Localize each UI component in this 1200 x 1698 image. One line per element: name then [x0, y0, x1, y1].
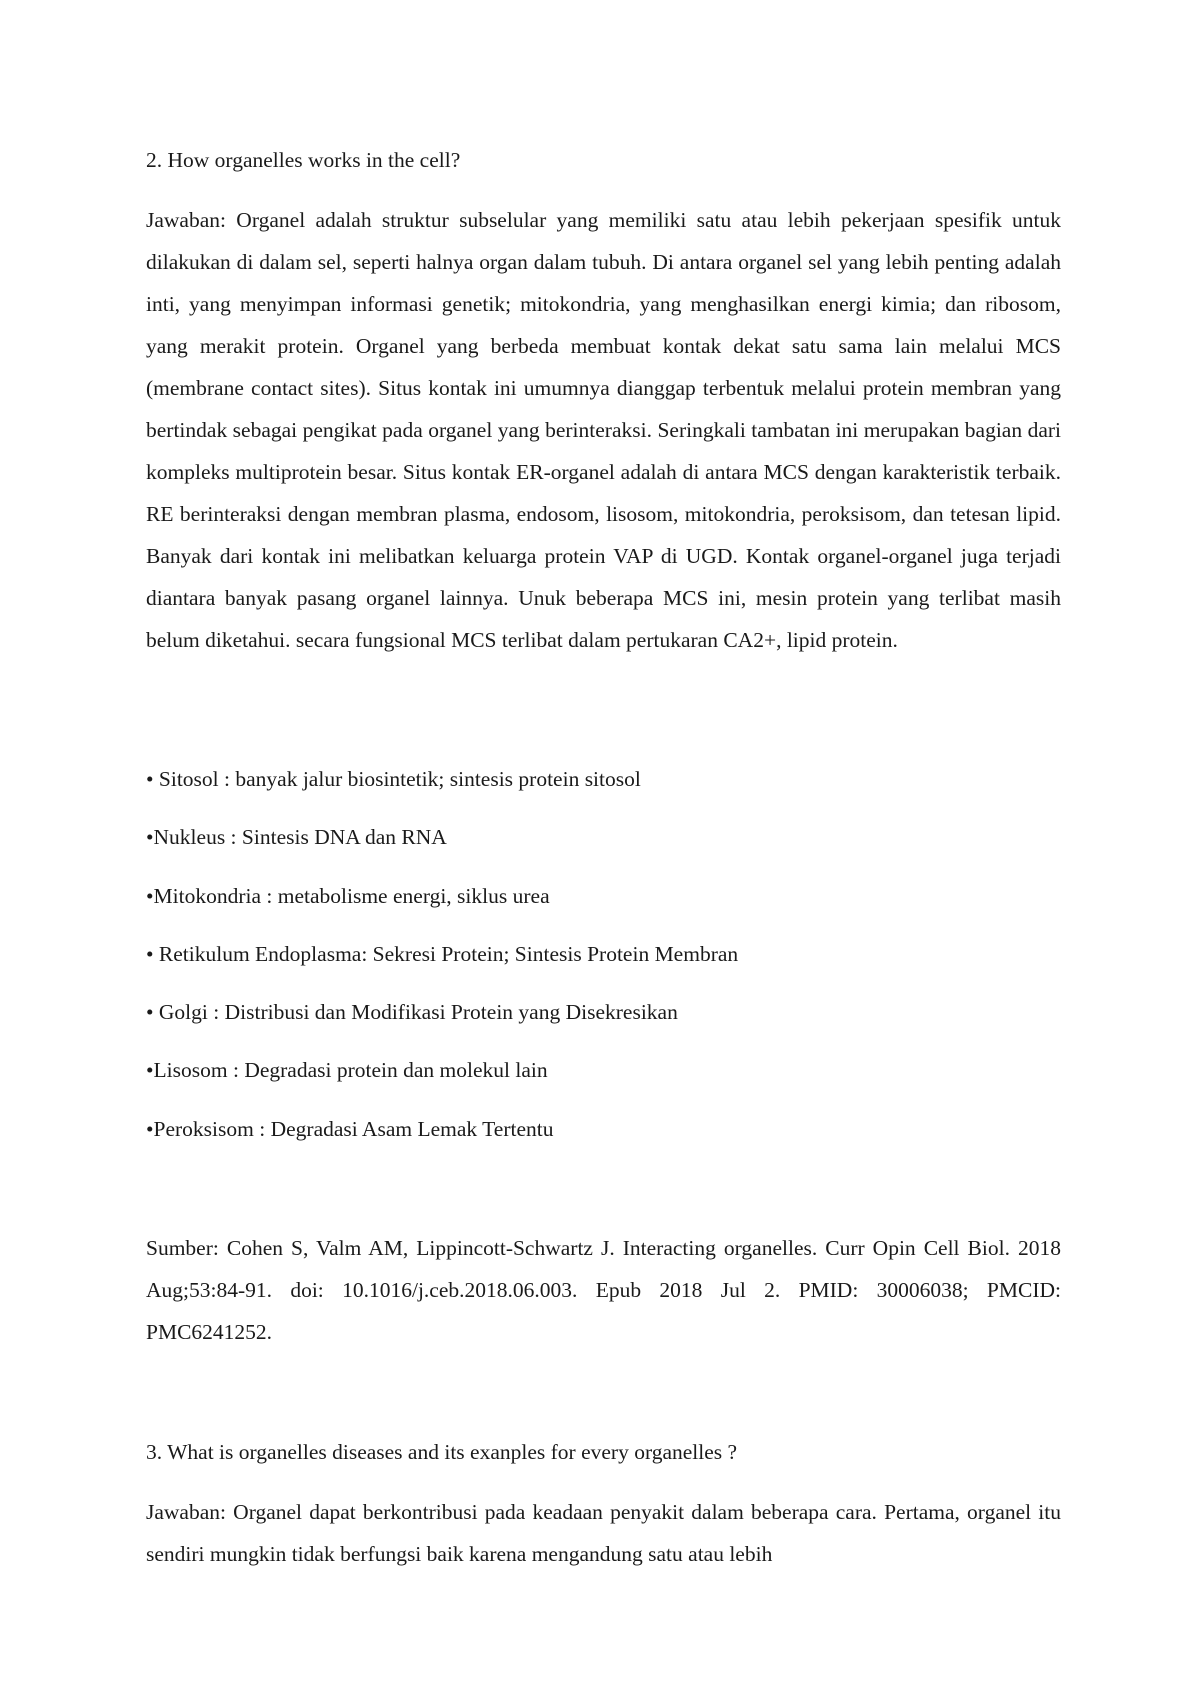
- question-2-heading: 2. How organelles works in the cell?: [146, 148, 461, 172]
- list-item-lisosom: •Lisosom : Degradasi protein dan molekul lain: [146, 1058, 548, 1083]
- question-3-answer: Jawaban: Organel dapat berkontribusi pada keadaan penyakit dalam beberapa cara. Pertama, organel itu sendiri mungkin tidak berfungsi baik karena mengandung satu atau lebih: [146, 1500, 1061, 1566]
- list-item-peroksisom: •Peroksisom : Degradasi Asam Lemak Tertentu: [146, 1116, 554, 1141]
- question-2-answer: Jawaban: Organel adalah struktur subselular yang memiliki satu atau lebih pekerjaan spesifik untuk dilakukan di dalam sel, seperti halnya organ dalam tubuh. Di antara organel sel yang lebih penting adalah inti, yang menyimpan informasi genetik; mitokondria, yang menghasilkan energi kimia; dan ribosom, yang merakit protein. Organel yang berbeda membuat kontak dekat satu sama lain melalui MCS (membrane contact sites). Situs kontak ini umumnya dianggap terbentuk melalui protein membran yang bertindak sebagai pengikat pada organel yang berinteraksi. Seringkali tambatan ini merupakan bagian dari kompleks multiprotein besar. Situs kontak ER-organel adalah di antara MCS dengan karakteristik terbaik. RE berinteraksi dengan membran plasma, endosom, lisosom, mitokondria, peroksisom, dan tetesan lipid. Banyak dari kontak ini melibatkan keluarga protein VAP di UGD. Kontak organel-organel juga terjadi diantara banyak pasang organel lainnya. Unuk beberapa MCS ini, mesin protein yang terlibat masih belum diketahui. secara fungsional MCS terlibat dalam pertukaran CA2+, lipid protein.: [146, 208, 1061, 652]
- list-item-mitokondria: •Mitokondria : metabolisme energi, siklus urea: [146, 883, 550, 908]
- list-item-nukleus: •Nukleus : Sintesis DNA dan RNA: [146, 825, 447, 850]
- organelle-function-list: [146, 764, 738, 1172]
- list-item-sitosol: • Sitosol : banyak jalur biosintetik; sintesis protein sitosol: [146, 767, 641, 791]
- list-item-golgi: • Golgi : Distribusi dan Modifikasi Protein yang Disekresikan: [146, 1000, 678, 1025]
- list-item-retikulum-endoplasma: • Retikulum Endoplasma: Sekresi Protein; Sintesis Protein Membran: [146, 941, 739, 966]
- question-3-heading: 3. What is organelles diseases and its exanples for every organelles ?: [146, 1440, 738, 1464]
- source-citation: Sumber: Cohen S, Valm AM, Lippincott-Schwartz J. Interacting organelles. Curr Opin Cell Biol. 2018 Aug;53:84-91. doi: 10.1016/j.ceb.2018.06.003. Epub 2018 Jul 2. PMID: 30006038; PMCID: PMC6241252.: [146, 1236, 1061, 1344]
